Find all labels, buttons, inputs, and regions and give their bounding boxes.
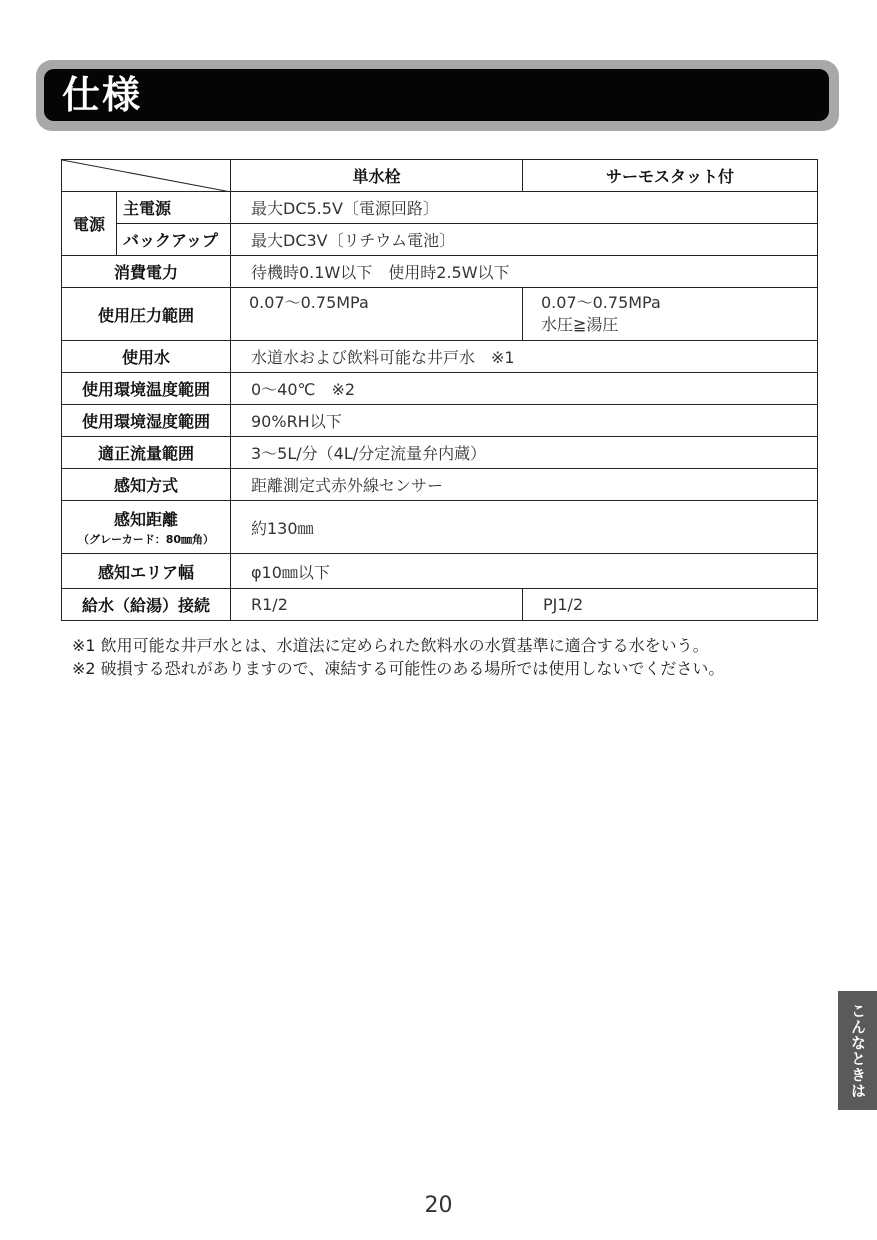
- sensing-method-value: 距離測定式赤外線センサー: [231, 469, 818, 501]
- connection-label: 給水（給湯）接続: [62, 589, 231, 621]
- temperature-label: 使用環境温度範囲: [62, 373, 231, 405]
- table-row: [62, 501, 818, 554]
- flow-label: 適正流量範囲: [62, 437, 231, 469]
- flow-value: 3〜5L/分（4L/分定流量弁内蔵）: [231, 437, 818, 469]
- table-row: [62, 224, 818, 256]
- footnote-1: ※1 飲用可能な井戸水とは、水道法に定められた飲料水の水質基準に適合する水をいう。: [72, 636, 709, 655]
- side-tab-troubleshooting[interactable]: こんなときは: [838, 991, 877, 1110]
- table-row: [62, 192, 818, 224]
- table-row: [62, 373, 818, 405]
- temperature-value: 0〜40℃ ※2: [231, 373, 818, 405]
- sensing-distance-label-cell: [62, 501, 231, 554]
- pressure-value-single: 0.07〜0.75MPa: [231, 288, 523, 341]
- pressure-label: 使用圧力範囲: [62, 288, 231, 341]
- sensing-distance-sublabel: （グレーカード：80㎜角）: [77, 533, 215, 546]
- pressure-value-line2: 水圧≧湯圧: [541, 315, 619, 334]
- pressure-value-thermostat: [523, 288, 818, 341]
- water-value: 水道水および飲料可能な井戸水 ※1: [231, 341, 818, 373]
- connection-value-thermostat: PJ1/2: [523, 589, 818, 621]
- humidity-label: 使用環境湿度範囲: [62, 405, 231, 437]
- header-thermostat: サーモスタット付: [523, 160, 818, 192]
- consumption-value: 待機時0.1W以下 使用時2.5W以下: [231, 256, 818, 288]
- footnotes: [72, 634, 724, 680]
- table-header-row: [62, 160, 818, 192]
- spec-table: [61, 159, 818, 621]
- table-row: [62, 469, 818, 501]
- page-title: 仕様: [62, 73, 143, 117]
- title-banner: [44, 69, 829, 121]
- water-label: 使用水: [62, 341, 231, 373]
- main-power-label: 主電源: [117, 192, 231, 224]
- sensing-distance-value: 約130㎜: [231, 501, 818, 554]
- main-power-value: 最大DC5.5V〔電源回路〕: [231, 192, 818, 224]
- consumption-label: 消費電力: [62, 256, 231, 288]
- power-group-label: 電源: [62, 192, 117, 256]
- sensing-area-label: 感知エリア幅: [62, 554, 231, 589]
- table-row: [62, 405, 818, 437]
- table-row: [62, 256, 818, 288]
- table-row: [62, 288, 818, 341]
- header-single-faucet: 単水栓: [231, 160, 523, 192]
- humidity-value: 90%RH以下: [231, 405, 818, 437]
- connection-value-single: R1/2: [231, 589, 523, 621]
- table-row: [62, 341, 818, 373]
- backup-power-label: バックアップ: [117, 224, 231, 256]
- sensing-area-value: φ10㎜以下: [231, 554, 818, 589]
- pressure-value-line1: 0.07〜0.75MPa: [541, 293, 661, 312]
- sensing-method-label: 感知方式: [62, 469, 231, 501]
- footnote-2: ※2 破損する恐れがありますので、凍結する可能性のある場所では使用しないでください。: [72, 659, 725, 678]
- sensing-distance-label: 感知距離: [113, 510, 178, 529]
- header-diagonal-cell: [62, 160, 231, 192]
- table-row: [62, 437, 818, 469]
- backup-power-value: 最大DC3V〔リチウム電池〕: [231, 224, 818, 256]
- table-row: [62, 589, 818, 621]
- table-row: [62, 554, 818, 589]
- diagonal-line: [62, 160, 231, 192]
- page-number: 20: [424, 1193, 453, 1218]
